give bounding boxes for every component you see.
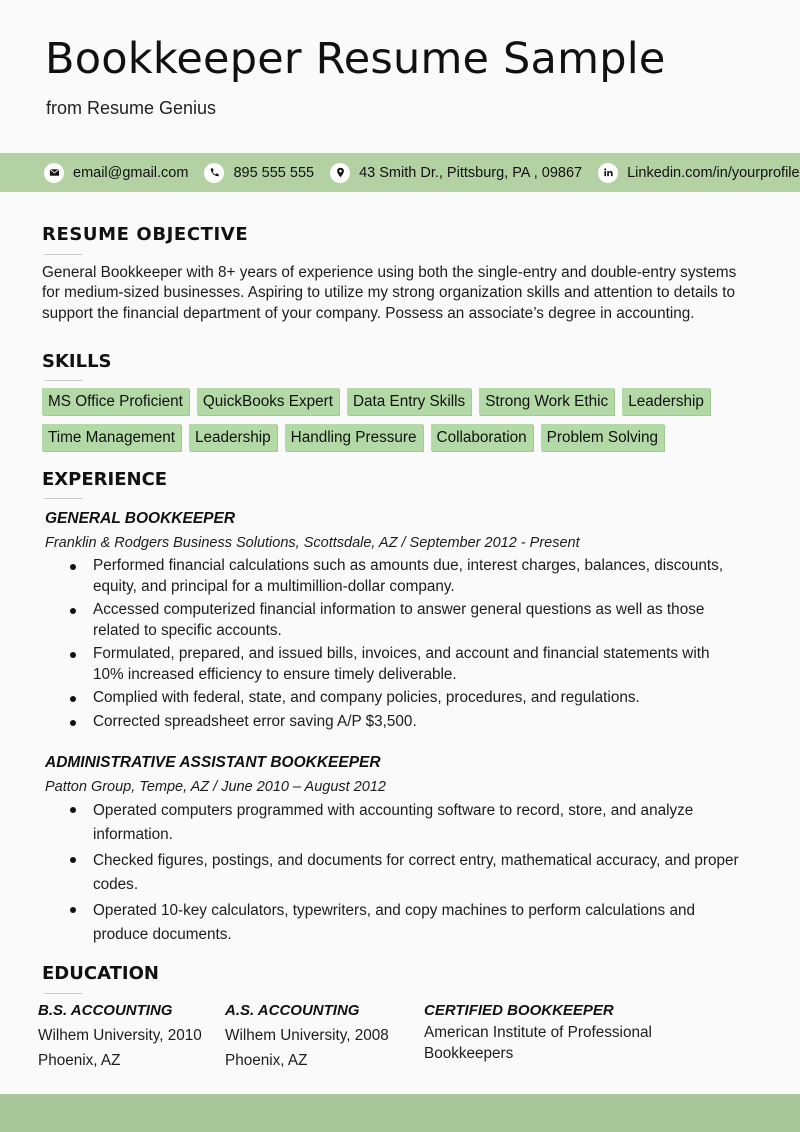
address-text: 43 Smith Dr., Pittsburg, PA , 09867 — [359, 164, 583, 181]
list-item: Operated 10-key calculators, typewriters, and copy machines to perform calculations and produce documents. — [93, 899, 743, 947]
page-title: Bookkeeper Resume Sample — [45, 34, 666, 84]
education-item — [424, 1002, 674, 1064]
list-item: Operated computers programmed with accounting software to record, store, and analyze information. — [93, 799, 743, 847]
job-org: Franklin & Rodgers Business Solutions, Scottsdale, AZ / September 2012 - Present — [45, 535, 580, 551]
objective-text: General Bookkeeper with 8+ years of experience using both the single-entry and double-entry systems for medium-sized businesses. Aspiring to utilize my strong organization skills and attention to details to support the financial department of your company. Possess an associate’s degree in accounting. — [42, 264, 737, 322]
skill-tag: Leadership — [622, 388, 710, 415]
linkedin-icon — [598, 163, 618, 183]
degree-title: B.S. ACCOUNTING — [38, 1002, 173, 1019]
contact-linkedin[interactable] — [598, 163, 799, 183]
education-item — [38, 1002, 218, 1073]
location-pin-icon — [330, 163, 350, 183]
contact-address[interactable] — [330, 163, 582, 183]
objective-heading: RESUME OBJECTIVE — [42, 224, 249, 245]
education-heading: EDUCATION — [42, 963, 159, 984]
degree-title: CERTIFIED BOOKKEEPER — [424, 1002, 614, 1019]
education-item — [225, 1002, 410, 1073]
school-name: Wilhem University, 2010 — [38, 1027, 202, 1044]
phone-icon — [204, 163, 224, 183]
email-text: email@gmail.com — [73, 164, 189, 181]
skill-tag: Time Management — [42, 424, 181, 451]
school-name: American Institute of Professional Bookkeepers — [424, 1024, 652, 1062]
list-item: Complied with federal, state, and company policies, procedures, and regulations. — [93, 688, 743, 709]
experience-heading: EXPERIENCE — [42, 469, 168, 490]
experience-rule — [44, 498, 82, 499]
skill-tag: Collaboration — [431, 424, 533, 451]
contact-phone[interactable] — [204, 163, 314, 183]
phone-text: 895 555 555 — [233, 164, 315, 181]
job-bullet-list — [93, 799, 743, 949]
skills-heading: SKILLS — [42, 351, 112, 372]
contact-email[interactable] — [44, 163, 188, 183]
skills-row-2 — [42, 424, 664, 451]
objective-rule — [44, 254, 82, 255]
footer-bar — [0, 1094, 800, 1132]
school-location: Phoenix, AZ — [225, 1052, 308, 1069]
envelope-icon — [44, 163, 64, 183]
skill-tag: Problem Solving — [541, 424, 664, 451]
list-item: Accessed computerized financial information to answer general questions as well as those related to specific accounts. — [93, 600, 743, 641]
contact-bar — [0, 153, 800, 192]
skill-tag: Handling Pressure — [285, 424, 423, 451]
job-bullet-list — [93, 556, 743, 735]
list-item: Performed financial calculations such as amounts due, interest charges, balances, discounts, equity, and principal for a multimillion-dollar company. — [93, 556, 743, 597]
school-name: Wilhem University, 2008 — [225, 1027, 389, 1044]
job-title: ADMINISTRATIVE ASSISTANT BOOKKEEPER — [45, 754, 381, 771]
job-org: Patton Group, Tempe, AZ / June 2010 – August 2012 — [45, 779, 386, 795]
list-item: Corrected spreadsheet error saving A/P $3,500. — [93, 712, 743, 733]
education-rule — [44, 993, 82, 994]
skill-tag: Data Entry Skills — [347, 388, 471, 415]
skills-row-1 — [42, 388, 710, 415]
skills-rule — [44, 380, 82, 381]
list-item: Checked figures, postings, and documents for correct entry, mathematical accuracy, and proper codes. — [93, 849, 743, 897]
skill-tag: Strong Work Ethic — [479, 388, 614, 415]
school-location: Phoenix, AZ — [38, 1052, 121, 1069]
skill-tag: MS Office Proficient — [42, 388, 189, 415]
degree-title: A.S. ACCOUNTING — [225, 1002, 360, 1019]
page-subtitle: from Resume Genius — [46, 98, 217, 118]
job-title: GENERAL BOOKKEEPER — [45, 510, 236, 527]
linkedin-text: Linkedin.com/in/yourprofile — [627, 164, 800, 181]
skill-tag: QuickBooks Expert — [197, 388, 339, 415]
list-item: Formulated, prepared, and issued bills, invoices, and account and financial statements with 10% increased efficiency to ensure timely deliverable. — [93, 644, 743, 685]
skill-tag: Leadership — [189, 424, 277, 451]
